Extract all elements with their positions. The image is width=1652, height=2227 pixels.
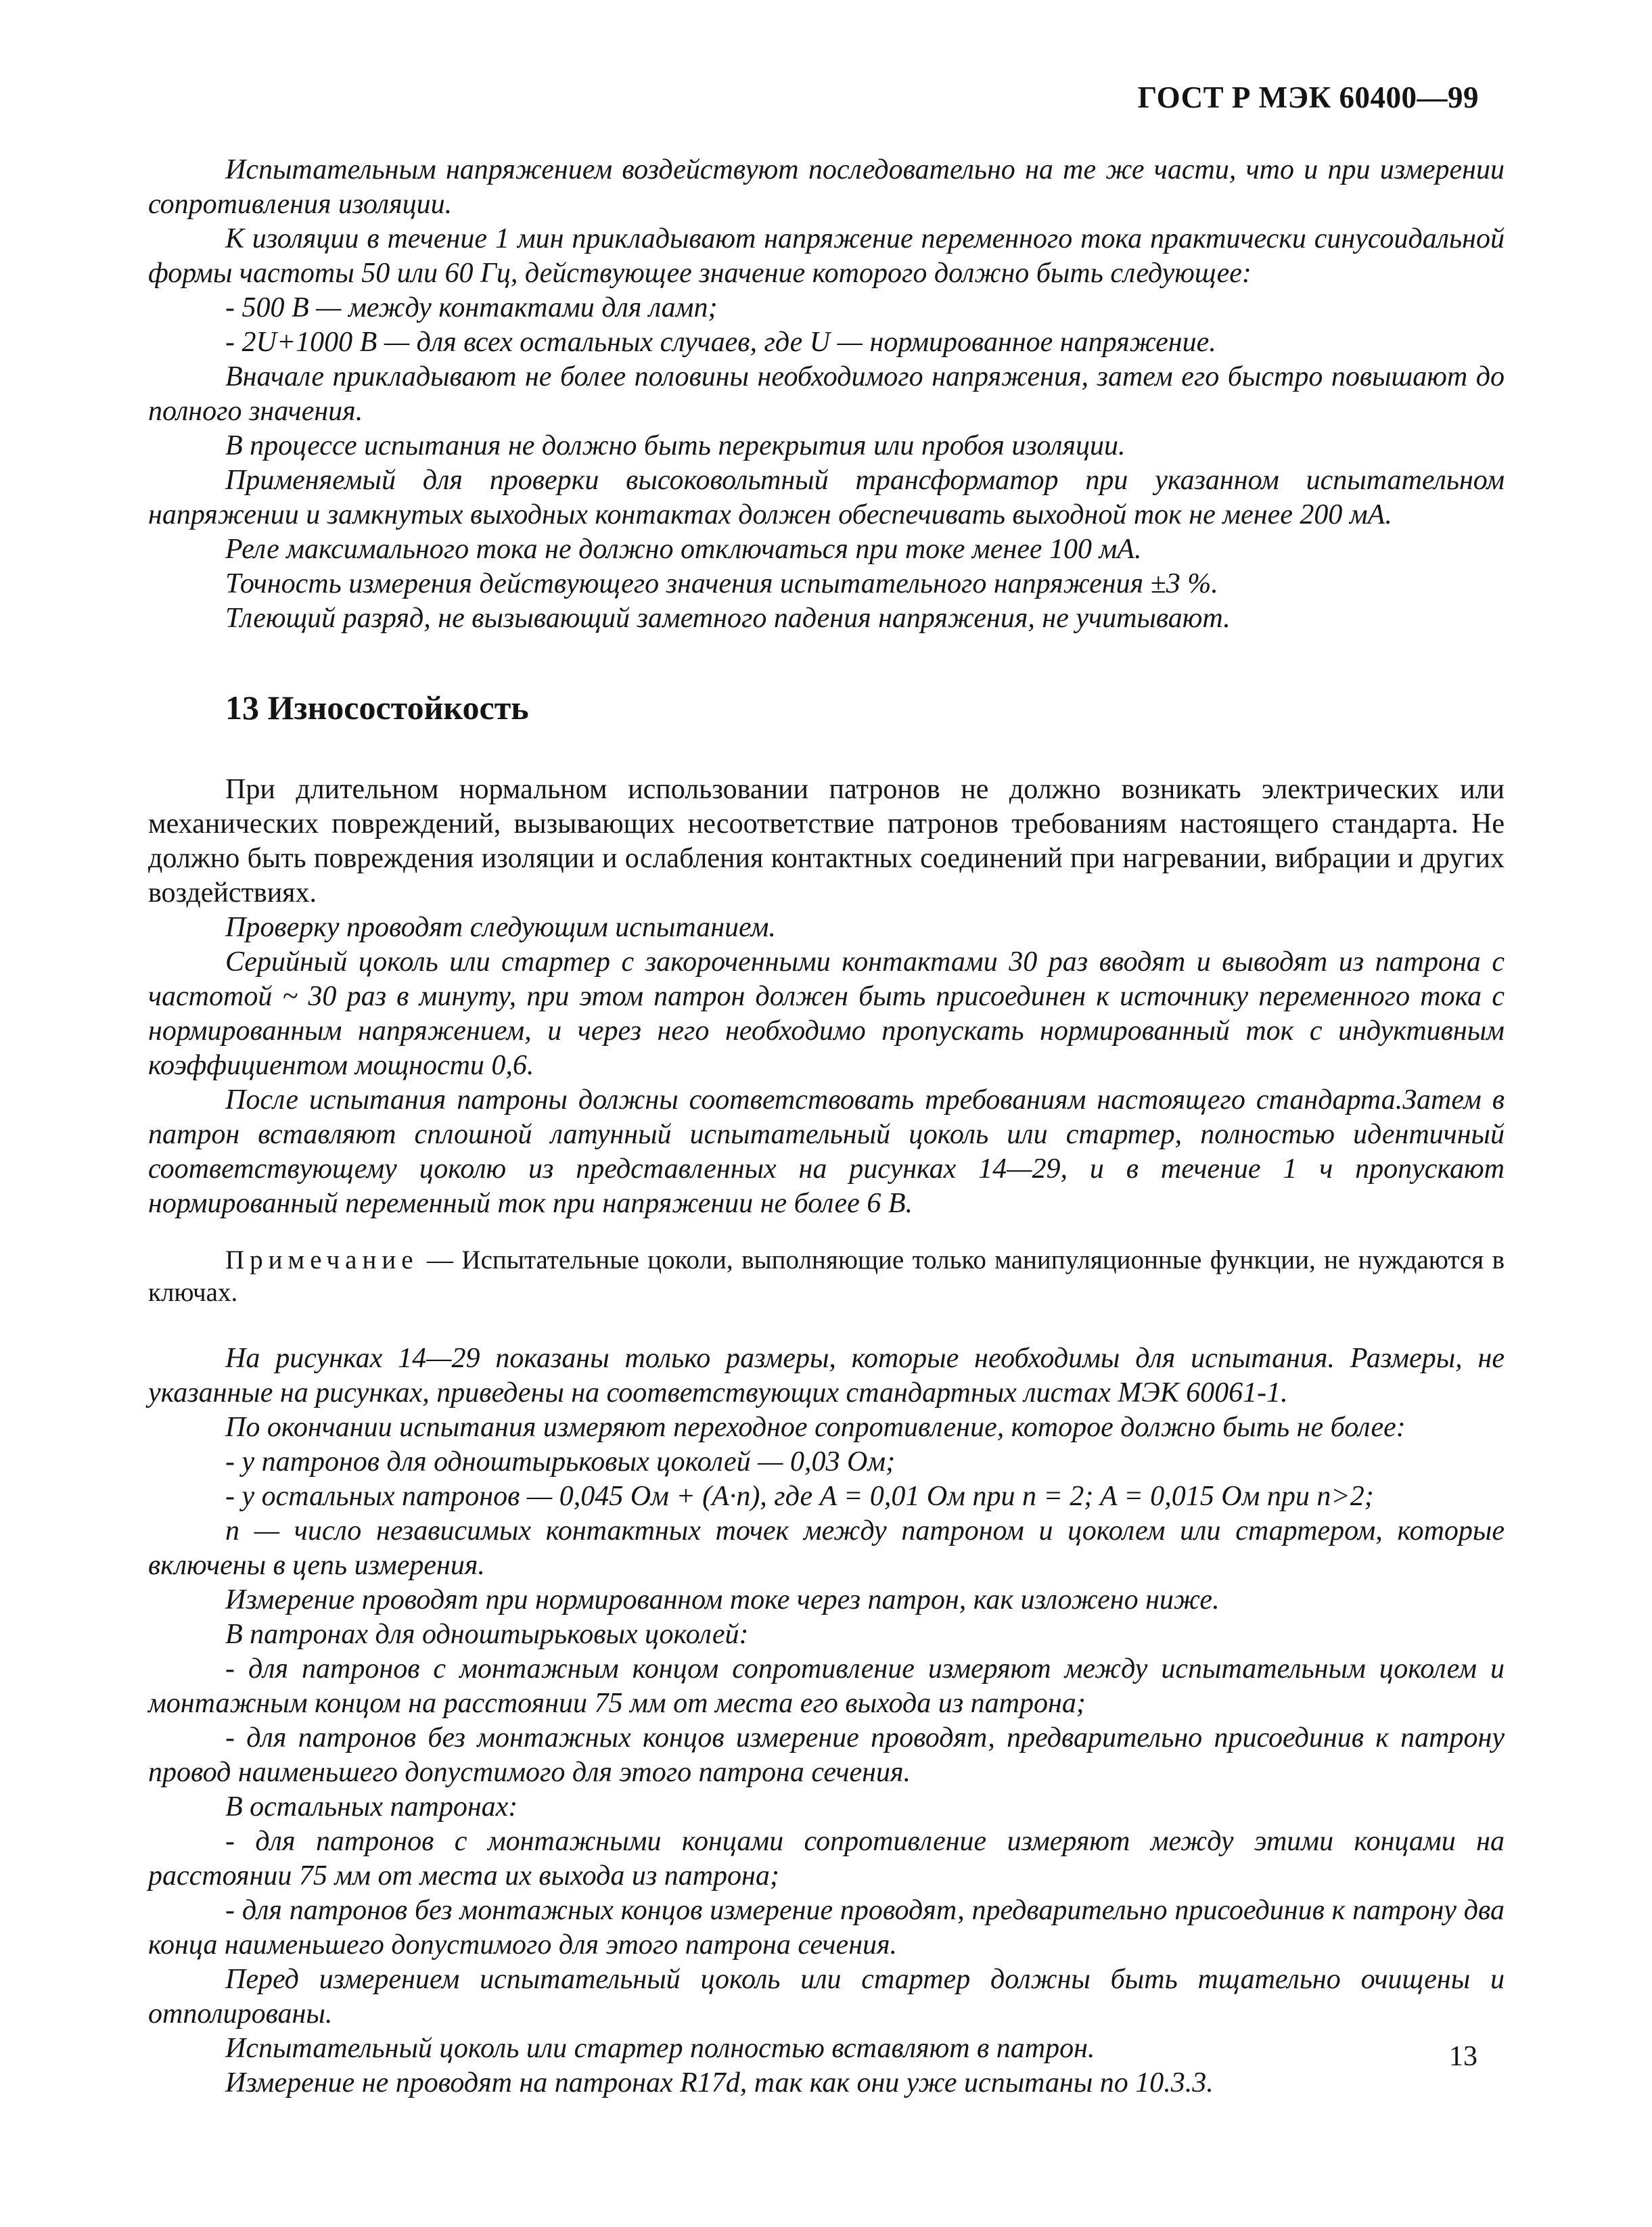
paragraph: Измерение не проводят на патронах R17d, так как они уже испытаны по 10.3.3. <box>225 2067 1214 2098</box>
paragraph: В остальных патронах: <box>225 1791 518 1822</box>
paragraph: На рисунках 14—29 показаны только размеры, которые необходимы для испытания. Размеры, не указанные на рисунках, приведены на соответствующих стандартных листах МЭК 60061-1. <box>148 1343 1505 1408</box>
note <box>148 1244 1505 1309</box>
list-item: - 2U+1000 В — для всех остальных случаев, где U — нормированное напряжение. <box>225 327 1216 358</box>
section-heading: 13 Износостойкость <box>225 689 529 727</box>
document-id-header: ГОСТ Р МЭК 60400—99 <box>1137 81 1479 114</box>
paragraph: Испытательный цоколь или стартер полностью вставляют в патрон. <box>225 2033 1095 2064</box>
page-body <box>148 153 1505 2100</box>
paragraph: К изоляции в течение 1 мин прикладывают напряжение переменного тока практически синусоидальной формы частоты 50 или 60 Гц, действующее значение которого должно быть следующее: <box>148 223 1505 289</box>
paragraph: Вначале прикладывают не более половины необходимого напряжения, затем его быстро повышают до полного значения. <box>148 361 1505 427</box>
paragraph: Применяемый для проверки высоковольтный трансформатор при указанном испытательном напряжении и замкнутых выходных контактах должен обеспечивать выходной ток не менее 200 мА. <box>148 465 1505 530</box>
list-item: - для патронов с монтажными концами сопротивление измеряют между этими концами на расстоянии 75 мм от места их выхода из патрона; <box>148 1826 1505 1891</box>
paragraph: Серийный цоколь или стартер с закороченными контактами 30 раз вводят и выводят из патрона с частотой ~ 30 раз в минуту, при этом патрон должен быть присоединен к источнику переменного тока с нормированным напряжением, и через него необходимо пропускать нормированный ток с индуктивным коэффициентом мощности 0,6. <box>148 946 1505 1081</box>
paragraph: По окончании испытания измеряют переходное сопротивление, которое должно быть не более: <box>225 1412 1406 1443</box>
paragraph: Реле максимального тока не должно отключаться при токе менее 100 мА. <box>225 534 1142 565</box>
paragraph: n — число независимых контактных точек между патроном и цоколем или стартером, которые включены в цепь измерения. <box>148 1515 1505 1581</box>
list-item: - для патронов с монтажным концом сопротивление измеряют между испытательным цоколем и монтажным концом на расстоянии 75 мм от места его выхода из патрона; <box>148 1653 1505 1719</box>
page-number: 13 <box>1449 2041 1477 2072</box>
paragraph: В патронах для одноштырьковых цоколей: <box>225 1619 749 1650</box>
paragraph: Перед измерением испытательный цоколь или стартер должны быть тщательно очищены и отполированы. <box>148 1964 1505 2029</box>
paragraph: После испытания патроны должны соответствовать требованиям настоящего стандарта.Затем в патрон вставляют сплошной латунный испытательный цоколь или стартер, полностью идентичный соответствующему цоколю из представленных на рисунках 14—29, и в течение 1 ч пропускают нормированный переменный ток при напряжении не более 6 В. <box>148 1084 1505 1219</box>
paragraph: Проверку проводят следующим испытанием. <box>225 912 776 943</box>
paragraph: Тлеющий разряд, не вызывающий заметного падения напряжения, не учитывают. <box>225 603 1231 634</box>
list-item: - для патронов без монтажных концов измерение проводят, предварительно присоединив к патрону провод наименьшего допустимого для этого патрона сечения. <box>148 1722 1505 1788</box>
list-item: - у патронов для одноштырьковых цоколей — 0,03 Ом; <box>225 1446 896 1477</box>
note-text: — Испытательные цоколи, выполняющие только манипуляционные функции, не нуждаются в ключах. <box>148 1245 1505 1307</box>
paragraph: Точность измерения действующего значения испытательного напряжения ±3 %. <box>225 568 1218 599</box>
note-label: Примечание <box>225 1245 419 1275</box>
paragraph: При длительном нормальном использовании патронов не должно возникать электрических или механических повреждений, вызывающих несоответствие патронов требованиям настоящего стандарта. Не должно быть повреждения изоляции и ослабления контактных соединений при нагревании, вибрации и других воздействиях. <box>148 774 1505 909</box>
paragraph: В процессе испытания не должно быть перекрытия или пробоя изоляции. <box>225 430 1126 461</box>
paragraph: Измерение проводят при нормированном токе через патрон, как изложено ниже. <box>225 1584 1220 1615</box>
list-item: - 500 В — между контактами для ламп; <box>225 292 718 323</box>
paragraph: Испытательным напряжением воздействуют последовательно на те же части, что и при измерении сопротивления изоляции. <box>148 154 1505 220</box>
list-item: - у остальных патронов — 0,045 Ом + (A·n), где A = 0,01 Ом при n = 2; A = 0,015 Ом при n>2; <box>225 1481 1374 1512</box>
list-item: - для патронов без монтажных концов измерение проводят, предварительно присоединив к патрону два конца наименьшего допустимого для этого патрона сечения. <box>148 1895 1505 1960</box>
